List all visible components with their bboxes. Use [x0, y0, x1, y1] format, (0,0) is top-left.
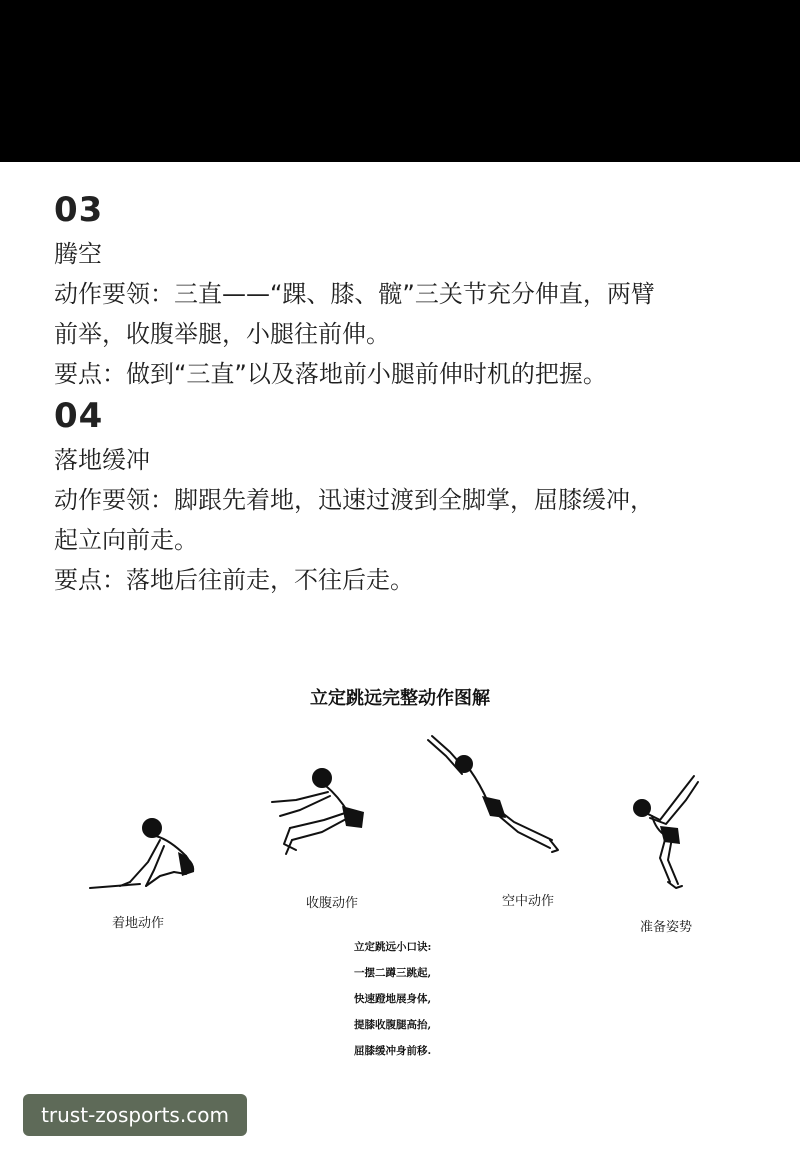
watermark-label: trust-zosports.com — [23, 1094, 247, 1136]
paragraph-line: 动作要领：脚跟先着地，迅速过渡到全脚掌，屈膝缓冲， — [54, 486, 654, 514]
mnemonic-line: 提膝收腹腿高抬, — [354, 1019, 432, 1031]
paragraph-line: 动作要领：三直——“踝、膝、髋”三关节充分伸直，两臂 — [54, 280, 655, 308]
top-black-band — [0, 0, 800, 162]
paragraph-line: 要点：落地后往前走，不往后走。 — [54, 566, 414, 594]
caption-landing: 着地动作 — [112, 916, 165, 931]
caption-tuck: 收腹动作 — [306, 896, 359, 911]
section-04 — [54, 394, 774, 600]
long-jump-diagram — [70, 680, 730, 1060]
tuck-athlete-illustration — [266, 766, 386, 866]
article-body — [54, 188, 774, 600]
mnemonic-line: 一摆二蹲三跳起, — [354, 967, 432, 979]
section-number: 03 — [54, 190, 104, 230]
section-title: 腾空 — [54, 240, 102, 268]
section-title: 落地缓冲 — [54, 446, 150, 474]
mnemonic-line: 立定跳远小口诀: — [354, 941, 432, 953]
in-air-athlete-illustration — [422, 734, 572, 864]
mnemonic-line: 屈膝缓冲身前移. — [354, 1045, 432, 1057]
paragraph-line: 要点：做到“三直”以及落地前小腿前伸时机的把握。 — [54, 360, 607, 388]
figure-title: 立定跳远完整动作图解 — [310, 688, 490, 709]
ready-athlete-illustration — [626, 772, 716, 902]
paragraph-line: 前举，收腹举腿，小腿往前伸。 — [54, 320, 390, 348]
paragraph-line: 起立向前走。 — [54, 526, 198, 554]
caption-air: 空中动作 — [502, 894, 555, 909]
jump-mnemonic — [354, 934, 431, 1064]
section-number: 04 — [54, 396, 104, 436]
caption-ready: 准备姿势 — [640, 920, 693, 935]
section-03 — [54, 188, 774, 394]
mnemonic-line: 快速蹬地展身体, — [354, 993, 432, 1005]
landing-athlete-illustration — [90, 810, 230, 900]
